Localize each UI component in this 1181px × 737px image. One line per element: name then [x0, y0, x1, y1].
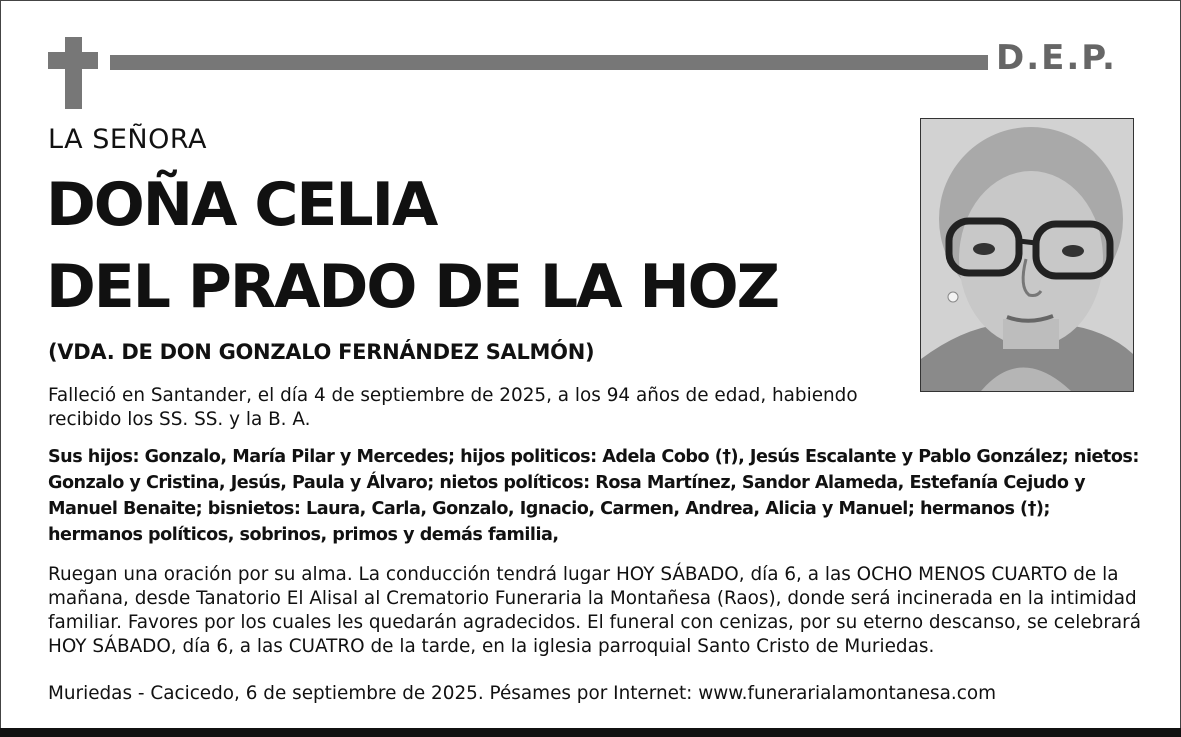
bottom-border — [0, 728, 1181, 737]
portrait-image — [921, 119, 1133, 391]
family-list: Sus hijos: Gonzalo, María Pilar y Mercedes; hijos politicos: Adela Cobo (†), Jesús Escalante y Pablo González; nietos: Gonzalo y Cristina, Jesús, Paula y Álvaro; nietos políticos: Rosa Martínez, Sandor Alameda, Estefanía Cejudo y Manuel Benaite; bisnietos: Laura, Carla, Gonzalo, Ignacio, Carmen, Andrea, Alicia y Manuel; hermanos (†); hermanos políticos, sobrinos, primos y demás familia, — [48, 447, 1139, 545]
deceased-name-line2: DEL PRADO DE LA HOZ — [46, 252, 779, 322]
footer-line: Muriedas - Cacicedo, 6 de septiembre de 2025. Pésames por Internet: www.funerarialamontanesa.com — [48, 683, 996, 704]
header-rule — [110, 55, 988, 70]
portrait-photo — [920, 118, 1134, 392]
death-notice: Falleció en Santander, el día 4 de septiembre de 2025, a los 94 años de edad, habiendo recibido los SS. SS. y la B. A. — [48, 385, 858, 430]
cross-icon-arm — [48, 52, 98, 69]
dep-heading: D.E.P. — [996, 38, 1117, 78]
service-info: Ruegan una oración por su alma. La conducción tendrá lugar HOY SÁBADO, día 6, a las OCHO MENOS CUARTO de la mañana, desde Tanatorio El Alisal al Crematorio Funeraria la Montañesa (Raos), donde será incinerada en la intimidad familiar. Favores por los cuales les quedarán agradecidos. El funeral con cenizas, por su eterno descanso, se celebrará HOY SÁBADO, día 6, a las CUATRO de la tarde, en la iglesia parroquial Santo Cristo de Muriedas. — [48, 564, 1141, 657]
widow-of: (VDA. DE DON GONZALO FERNÁNDEZ SALMÓN) — [48, 340, 595, 364]
title-label: LA SEÑORA — [48, 124, 207, 155]
deceased-name-line1: DOÑA CELIA — [46, 170, 437, 240]
cross-icon — [65, 37, 82, 109]
